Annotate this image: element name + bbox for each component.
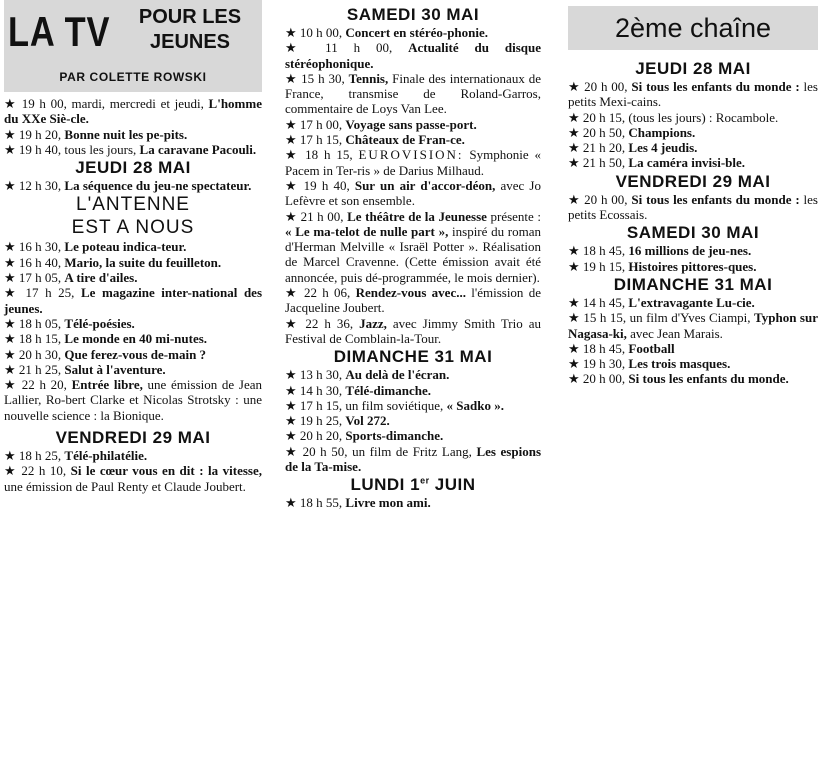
deuxieme-chaine-header: 2ème chaîne	[568, 6, 818, 50]
listing-item: ★ 19 h 25, Vol 272.	[285, 413, 390, 429]
listing-item: ★ 19 h 00, mardi, mercredi et jeudi, L'homme du XXe Siè-cle.	[4, 96, 262, 127]
listing-item: ★ 20 h 15, (tous les jours) : Rocambole.	[568, 109, 779, 125]
listing-item: ★ 22 h 06, Rendez-vous avec... l'émission de Jacqueline Joubert.	[285, 285, 541, 316]
listing-item: ★ 14 h 30, Télé-dimanche.	[285, 382, 431, 398]
listing-item: ★ 19 h 40, tous les jours, La caravane Pacouli.	[4, 141, 257, 157]
listing-item: ★ 10 h 00, Concert en stéréo-phonie.	[285, 25, 489, 40]
day-heading: VENDREDI 29 MAI	[615, 171, 771, 191]
listing-item: ★ 18 h 45, 16 millions de jeu-nes.	[568, 243, 752, 259]
listing-item: ★ 22 h 20, Entrée libre, une émission de Jean Lallier, Ro-bert Clarke et Nicolas Strotsky : une nouvelle science : la Bionique.	[4, 377, 262, 423]
section-heading: EST A NOUS	[71, 217, 195, 239]
listing-item: ★ 18 h 05, Télé-poésies.	[4, 315, 135, 331]
listing-item: ★ 17 h 25, Le magazine inter-national des jeunes.	[4, 285, 263, 316]
listing-item: ★ 20 h 00, Si tous les enfants du monde.	[568, 371, 789, 387]
day-heading: SAMEDI 30 MAI	[346, 5, 480, 24]
column-programmes	[285, 0, 541, 511]
listing-item: ★ 20 h 50, un film de Fritz Lang, Les espions de la Ta-mise.	[285, 443, 541, 475]
listing-item: ★ 17 h 00, Voyage sans passe-port.	[285, 116, 477, 132]
listing-item: ★ 20 h 30, Que ferez-vous de-main ?	[4, 346, 207, 362]
listing-item: ★ 15 h 15, un film d'Yves Ciampi, Typhon sur Nagasa-ki, avec Jean Marais.	[568, 310, 818, 341]
listing-item: ★ 17 h 05, A tire d'ailes.	[4, 270, 138, 286]
pour-les-jeunes: POUR LES JEUNES	[138, 6, 242, 53]
listing-item: ★ 21 h 50, La caméra invisi-ble.	[568, 155, 746, 171]
listing-item: ★ 21 h 20, Les 4 jeudis.	[568, 140, 698, 156]
listing-item: ★ 13 h 30, Au delà de l'écran.	[285, 367, 450, 383]
listing-item: ★ 19 h 40, Sur un air d'accor-déon, avec Jo Lefèvre et son ensemble.	[285, 177, 541, 209]
listing-item: ★ 20 h 20, Sports-dimanche.	[285, 428, 444, 444]
listing-item: ★ 17 h 15, Châteaux de Fran-ce.	[285, 132, 465, 148]
listing-item: ★ 18 h 15, Le monde en 40 mi-nutes.	[4, 331, 208, 347]
listing-item: ★ 11 h 00, Actualité du disque stéréophonique.	[285, 40, 541, 71]
jeunes-header-box	[4, 0, 262, 92]
listing-item: ★ 19 h 20, Bonne nuit les pe-pits.	[4, 126, 188, 142]
listing-item: ★ 22 h 10, Si le cœur vous en dit : la vitesse, une émission de Paul Renty et Claude Joubert.	[4, 463, 262, 494]
listing-item: ★ 18 h 15, EUROVISION: Symphonie « Pacem in Ter-ris » de Darius Milhaud.	[285, 147, 541, 178]
listing-item: ★ 17 h 15, un film soviétique, « Sadko ».	[285, 397, 504, 413]
listing-item: ★ 19 h 15, Histoires pittores-ques.	[568, 258, 757, 274]
listing-item: ★ 18 h 25, Télé-philatélie.	[4, 448, 148, 464]
listing-item: ★ 20 h 00, Si tous les enfants du monde : les petits Mexi-cains.	[568, 79, 818, 110]
listing-item: ★ 21 h 00, Le théâtre de la Jeunesse présente : « Le ma-telot de nulle part », inspiré du roman d'Herman Melville « Israël Potter ». Réalisation de Marcel Cravenne. (Cette émission avait été annoncée, puis dé-programmée, le mois dernier).	[285, 208, 542, 285]
day-heading: SAMEDI 30 MAI	[626, 223, 760, 243]
byline: PAR COLETTE ROWSKI	[59, 70, 207, 84]
column-deuxieme-chaine	[568, 0, 818, 387]
day-heading: LUNDI 1er JUIN	[350, 475, 476, 495]
listing-item: ★ 16 h 40, Mario, la suite du feuilleton.	[4, 254, 222, 270]
listing-item: ★ 18 h 55, Livre mon ami.	[285, 495, 431, 511]
la-tv-title: LA TV	[8, 8, 111, 55]
listing-item: ★ 16 h 30, Le poteau indica-teur.	[4, 239, 187, 255]
day-heading: JEUDI 28 MAI	[635, 59, 751, 78]
listing-item: ★ 19 h 30, Les trois masques.	[568, 356, 731, 372]
listing-item: ★ 22 h 36, Jazz, avec Jimmy Smith Trio au Festival de Comblain-la-Tour.	[285, 315, 541, 346]
listing-item: ★ 20 h 00, Si tous les enfants du monde : les petits Ecossais.	[568, 191, 818, 223]
column-jeunes	[4, 0, 262, 494]
listing-item: ★ 12 h 30, La séquence du jeu-ne spectateur.	[4, 178, 252, 194]
day-heading: DIMANCHE 31 MAI	[613, 274, 773, 294]
day-heading: JEUDI 28 MAI	[75, 158, 191, 178]
listing-item: ★ 18 h 45, Football	[568, 340, 675, 356]
listing-item: ★ 14 h 45, L'extravagante Lu-cie.	[568, 294, 755, 310]
listing-item: ★ 21 h 25, Salut à l'aventure.	[4, 361, 166, 377]
listing-item: ★ 20 h 50, Champions.	[568, 124, 696, 140]
section-heading: L'ANTENNE	[76, 194, 190, 216]
day-heading: VENDREDI 29 MAI	[55, 428, 211, 448]
day-heading: DIMANCHE 31 MAI	[333, 347, 493, 367]
listing-item: ★ 15 h 30, Tennis, Finale des internationaux de France, transmise de Roland-Garros, commentaire de Loys Van Lee.	[285, 70, 541, 117]
